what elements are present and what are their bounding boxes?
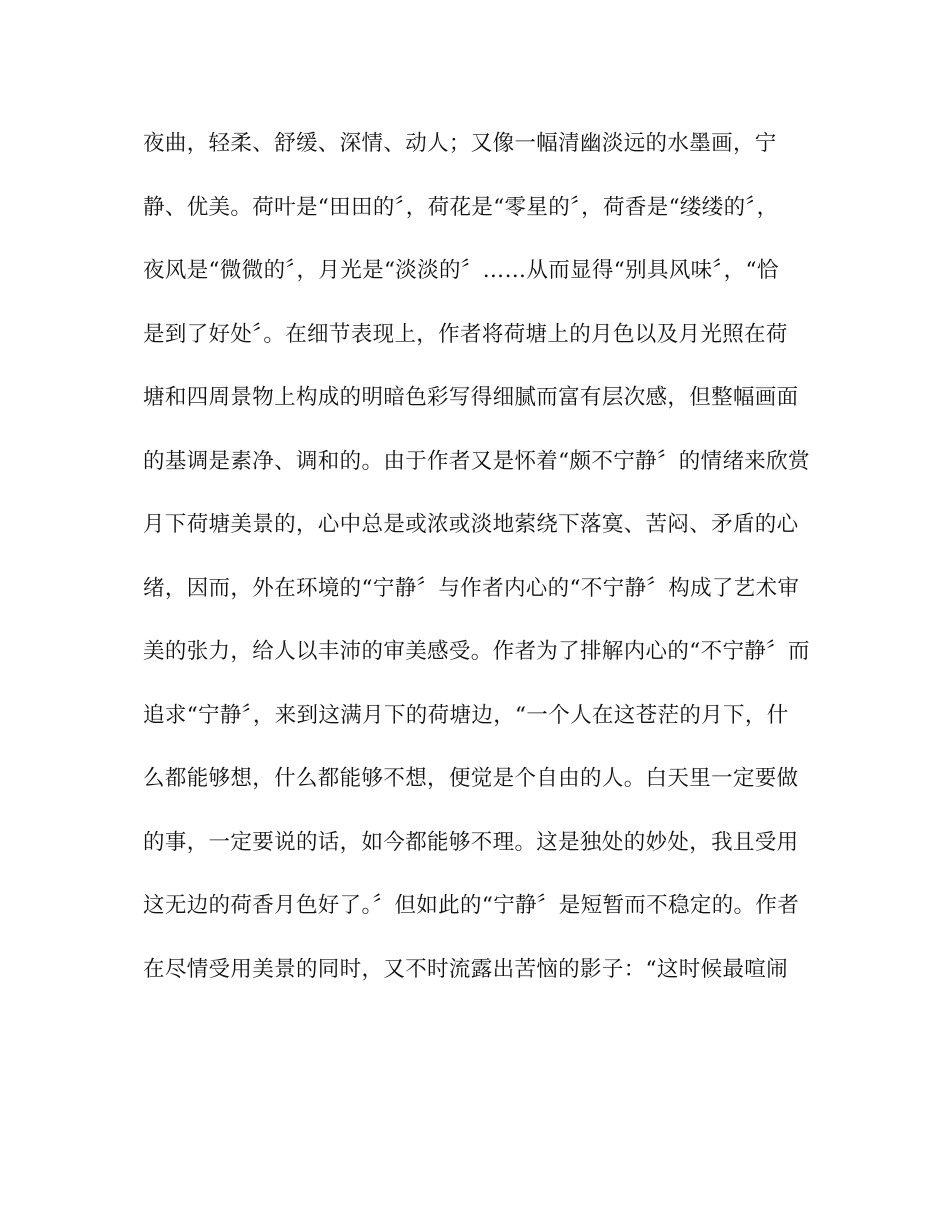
text-line-13: 这无边的荷香月色好了。〞但如此的“宁静〞是短暂而不稳定的。作者: [143, 893, 800, 918]
text-line-4: 是到了好处〞。在细节表现上，作者将荷塘上的月色以及月光照在荷: [143, 321, 788, 347]
text-line-8: 绪，因而，外在环境的“宁静〞与作者内心的“不宁静〞构成了艺术审: [143, 575, 800, 601]
text-line-2: 静、优美。荷叶是“田田的〞，荷花是“零星的〞，荷香是“缕缕的〞，: [143, 194, 779, 220]
text-line-14: 在尽情受用美景的同时，又不时流露出苦恼的影子：“这时候最喧闹: [143, 956, 788, 982]
text-line-9: 美的张力，给人以丰沛的审美感受。作者为了排解内心的“不宁静〞而: [143, 639, 810, 664]
text-line-11: 么都能够想，什么都能够不想，便觉是个自由的人。白天里一定要做: [143, 766, 799, 791]
text-line-10: 追求“宁静〞，来到这满月下的荷塘边，“一个人在这苍茫的月下，什: [143, 702, 789, 728]
text-line-5: 塘和四周景物上构成的明暗色彩写得细腻而富有层次感，但整幅画面: [143, 385, 799, 410]
body-text: [143, 120, 823, 1009]
text-line-6: 的基调是素净、调和的。由于作者又是怀着“颇不宁静〞的情绪来欣赏: [143, 448, 810, 474]
text-line-3: 夜风是“微微的〞，月光是“淡淡的〞……从而显得“别具风味〞，“恰: [143, 258, 779, 283]
text-line-12: 的事，一定要说的话，如今都能够不理。这是独处的妙处，我且受用: [143, 829, 799, 855]
text-line-1: 夜曲，轻柔、舒缓、深情、动人；又像一幅清幽淡远的水墨画，宁: [143, 131, 777, 156]
text-line-7: 月下荷塘美景的，心中总是或浓或淡地萦绕下落寞、苦闷、矛盾的心: [143, 512, 799, 537]
